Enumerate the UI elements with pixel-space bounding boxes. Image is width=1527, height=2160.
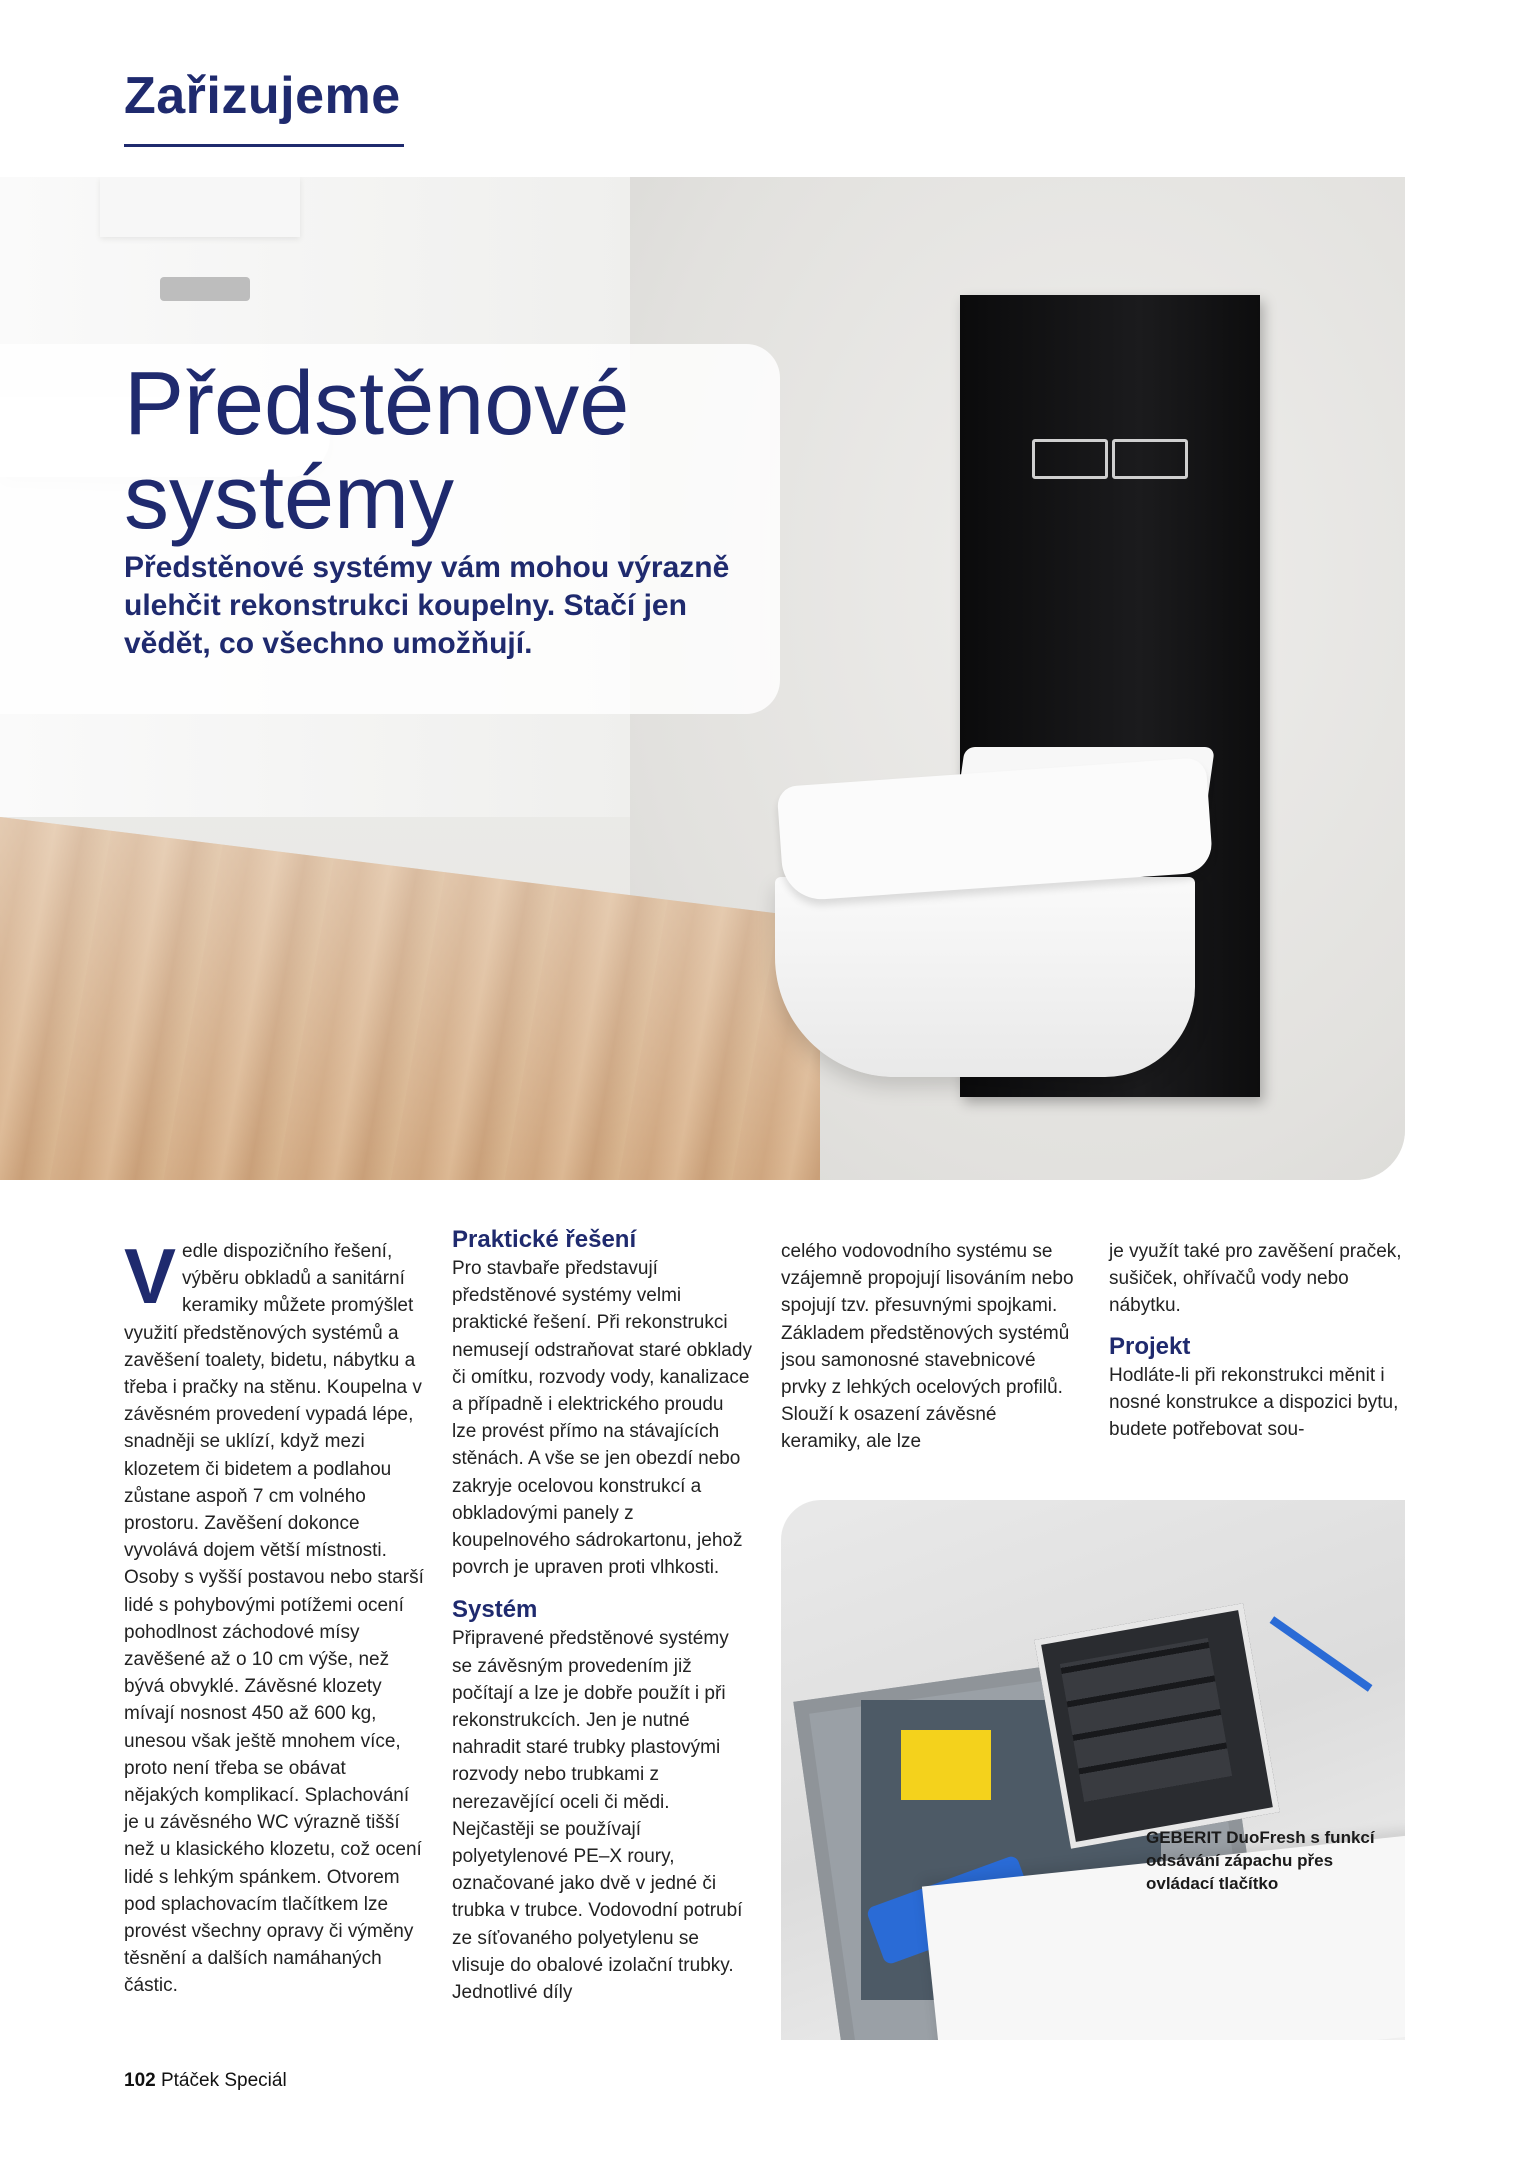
- paragraph-system: Připravené předstěnové systémy se závěsným provedením již počítají a lze je dobře použít i při rekonstrukcích. Jen je nutné nahradit staré trubky plastovými rozvody nebo trubkami z nerezavějící oceli či mědi. Nejčastěji se používají polyetylenové PE–X roury, označované jako dvě v jedné či trubka v trubce. Vodovodní potrubí ze síťovaného polyetylenu se vlisuje do obalové izolační trubky. Jednotlivé díly: [452, 1628, 743, 2004]
- headline: Předstěnové systémy: [124, 354, 630, 548]
- blue-rod: [1270, 1616, 1373, 1691]
- paragraph-prakticke: Pro stavbaře představují předstěnové systémy velmi praktické řešení. Při rekonstrukci nemusejí odstraňovat staré obklady či omítku, rozvody vody, kanalizace a případně i elektrického proudu lze provést přímo na stávajících stěnách. A vše se jen obezdí nebo zakryje ocelovou konstrukcí a obkladovými panely z koupelnového sádrokartonu, jehož povrch je upraven proti vlhkosti.: [452, 1258, 752, 1579]
- paragraph-projekt: Hodláte-li při rekonstrukci měnit i nosné konstrukce a dispozici bytu, budete potřebovat sou-: [1109, 1364, 1399, 1441]
- article-column-2: [452, 1225, 752, 2006]
- heading-system: Systém: [452, 1596, 538, 1624]
- warning-label: [901, 1730, 991, 1800]
- hero-photo: [0, 177, 1405, 1180]
- page-number: 102: [124, 2070, 156, 2091]
- article-column-4: [1109, 1238, 1404, 1443]
- filter-grid: [1060, 1638, 1232, 1802]
- heading-prakticke-reseni: Praktické řešení: [452, 1226, 637, 1253]
- article-column-1: [124, 1232, 426, 2000]
- section-rule: [124, 144, 404, 147]
- flush-button-large: [1112, 439, 1188, 479]
- lead-text: Předstěnové systémy vám mohou výrazně ulehčit rekonstrukci koupelny. Stačí jen vědět, co všechno umožňují.: [124, 551, 730, 660]
- inset-caption: GEBERIT DuoFresh s funkcí odsávání zápachu přes ovládací tlačítko: [1146, 1828, 1375, 1893]
- paragraph-system-cont: celého vodovodního systému se vzájemně propojují lisováním nebo spojují tzv. přesuvnými spojkami. Základem předstěnových systémů jsou samonosné stavebnicové prvky z lehkých ocelových profilů. Slouží k osazení závěsné keramiky, ale lze: [781, 1241, 1074, 1453]
- page-footer: [124, 2070, 287, 2092]
- mirror: [100, 177, 300, 237]
- publication-name: Ptáček Speciál: [160, 2070, 287, 2091]
- heading-projekt: Projekt: [1109, 1332, 1191, 1360]
- paragraph-system-end: je využít také pro zavěšení praček, sušiček, ohřívačů vody nebo nábytku.: [1109, 1241, 1402, 1317]
- paragraph-intro: edle dispozičního řešení, výběru obkladů a sanitární keramiky můžete promýšlet využití předstěnových systémů a zavěšení toalety, bidetu, nábytku a třeba i pračky na stěnu. Koupelna v závěsném provedení vypadá lépe, snadněji se uklízí, když mezi klozetem či bidetem a podlahou zůstane aspoň 7 cm volného prostoru. Zavěšení dokonce vyvolává dojem větší místnosti. Osoby s vyšší postavou nebo starší lidé s pohybovými potížemi ocení pohodlnost záchodové mísy zavěšené až o 10 cm výše, než bývá obvyklé. Závěsné klozety mívají nosnost 450 až 600 kg, unesou však ještě mnohem více, proto není třeba se obávat nějakých komplikací. Splachování je u závěsného WC výrazně tišší než u klasického klozetu, což ocení lidé s lehkým spánkem. Otvorem pod splachovacím tlačítkem lze provést všechny opravy či výměny těsnění a dalších namáhaných částic.: [124, 1241, 424, 1997]
- inset-photo: [781, 1500, 1405, 2040]
- article-column-3: [781, 1238, 1081, 1456]
- faucet: [160, 277, 250, 301]
- drop-cap: V: [124, 1232, 177, 1320]
- section-title: Zařizujeme: [124, 67, 401, 125]
- toilet-bowl: [775, 877, 1195, 1077]
- flush-button-small: [1032, 439, 1108, 479]
